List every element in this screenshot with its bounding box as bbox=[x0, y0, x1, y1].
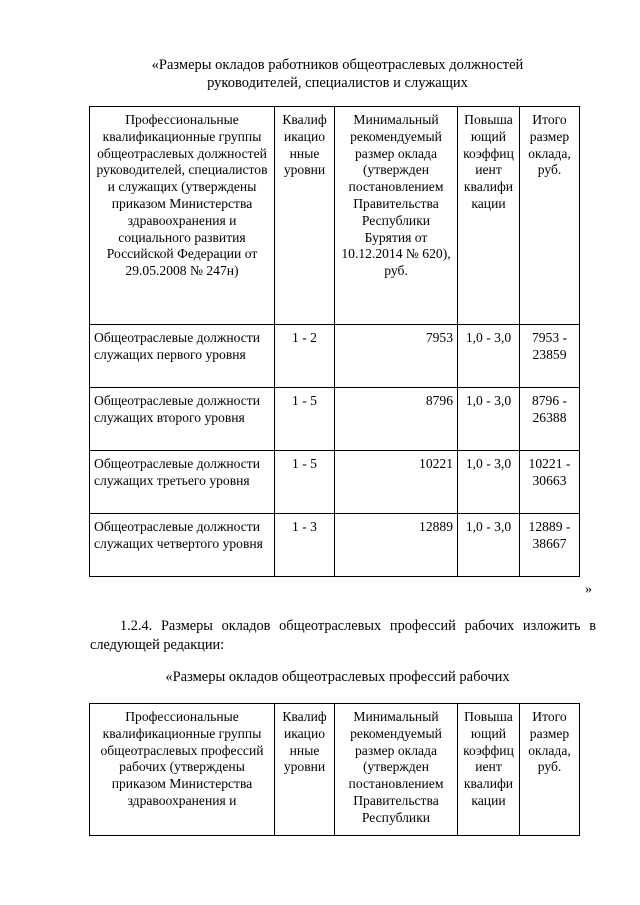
row-level: 1 - 5 bbox=[275, 451, 335, 514]
header-group: Профессиональные квалификационные группы общеотраслевых должностей руководителей, специалистов и служащих (утверждены приказом Министерства здравоохранения и социального развития Российской Федерации от 29.05.2008 № 247н) bbox=[90, 107, 275, 325]
row-coefficient: 1,0 - 3,0 bbox=[458, 514, 520, 577]
row-coefficient: 1,0 - 3,0 bbox=[458, 388, 520, 451]
row-group: Общеотраслевые должности служащих четвертого уровня bbox=[90, 514, 275, 577]
closing-quote: » bbox=[585, 582, 592, 597]
row-min-salary: 12889 bbox=[335, 514, 458, 577]
row-group: Общеотраслевые должности служащих третьего уровня bbox=[90, 451, 275, 514]
row-group: Общеотраслевые должности служащих второго уровня bbox=[90, 388, 275, 451]
row-level: 1 - 3 bbox=[275, 514, 335, 577]
row-coefficient: 1,0 - 3,0 bbox=[458, 325, 520, 388]
table2-header-row bbox=[90, 704, 580, 836]
header-group: Профессиональные квалификационные группы общеотраслевых профессий рабочих (утверждены приказом Министерства здравоохранения и bbox=[90, 704, 275, 836]
row-coefficient: 1,0 - 3,0 bbox=[458, 451, 520, 514]
header-total: Итого размер оклада, руб. bbox=[520, 704, 580, 836]
header-level: Квалиф икацио нные уровни bbox=[275, 107, 335, 325]
table-row bbox=[90, 451, 580, 514]
table1-title bbox=[90, 56, 585, 92]
header-level: Квалиф икацио нные уровни bbox=[275, 704, 335, 836]
row-total: 10221 - 30663 bbox=[520, 451, 580, 514]
row-total: 12889 - 38667 bbox=[520, 514, 580, 577]
row-min-salary: 8796 bbox=[335, 388, 458, 451]
table-row bbox=[90, 388, 580, 451]
table1-title-line2: руководителей, специалистов и служащих bbox=[207, 75, 468, 91]
row-group: Общеотраслевые должности служащих первого уровня bbox=[90, 325, 275, 388]
table1-header-row bbox=[90, 107, 580, 325]
paragraph-1-2-4: 1.2.4. Размеры окладов общеотраслевых профессий рабочих изложить в следующей редакции: bbox=[90, 618, 596, 653]
table-row bbox=[90, 325, 580, 388]
salary-table-workers bbox=[89, 703, 580, 836]
row-level: 1 - 5 bbox=[275, 388, 335, 451]
row-total: 8796 - 26388 bbox=[520, 388, 580, 451]
row-min-salary: 7953 bbox=[335, 325, 458, 388]
table-row bbox=[90, 514, 580, 577]
row-level: 1 - 2 bbox=[275, 325, 335, 388]
header-total: Итого размер оклада, руб. bbox=[520, 107, 580, 325]
header-min-salary: Минимальный рекомендуемый размер оклада (утвержден постановлением Правительства Республики bbox=[335, 704, 458, 836]
row-min-salary: 10221 bbox=[335, 451, 458, 514]
salary-table-employees bbox=[89, 106, 580, 577]
table2-title: «Размеры окладов общеотраслевых профессий рабочих bbox=[165, 669, 510, 685]
header-coefficient: Повыша ющий коэффиц иент квалифи кации bbox=[458, 704, 520, 836]
row-total: 7953 - 23859 bbox=[520, 325, 580, 388]
table1-title-line1: «Размеры окладов работников общеотраслевых должностей bbox=[151, 57, 524, 73]
header-coefficient: Повыша ющий коэффиц иент квалифи кации bbox=[458, 107, 520, 325]
header-min-salary: Минимальный рекомендуемый размер оклада (утвержден постановлением Правительства Республики Бурятия от 10.12.2014 № 620), руб. bbox=[335, 107, 458, 325]
